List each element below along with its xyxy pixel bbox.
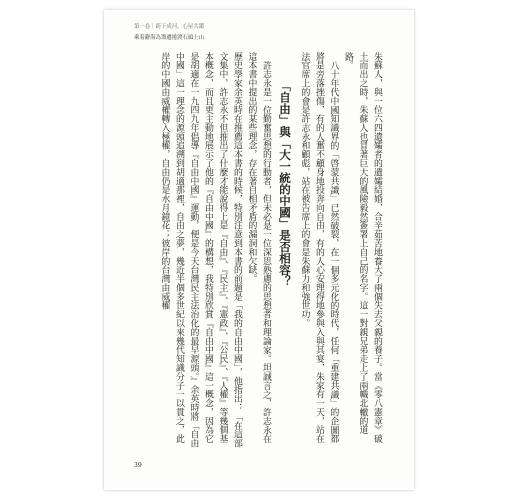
vertical-text-body <box>132 52 384 450</box>
paragraph: 歷史學家余英時在推薦這本書的時候，特別注意到本書的前題是「我的自由中國」，他指出：「在這部文集中，許志永不但推出了什麼才能說得上是『自由』、『民主』、『憲政』、『公民』、『人權』等幾個基本概念，而且更主動地展示了他的『自由中國』的構想，我特別欣賞『自由中國』這一概念，因為它是胡適在一九四九年倡導『自由中國』運動，便是今天台灣民主法治化的最早源頭。』余英時將「自由中國」這一理念的源頭追溯到胡適那裡，自由之夢，幾近半個多世紀以來幾代知識分子一以貫之，此岸的中國由威權轉入極權，自由仍是水月鏡花；彼岸的台灣由威權 <box>159 52 242 448</box>
paragraph: 八十年代中國知識界的「啓蒙共識」已然破裂，在一個多元化的時代，任何「重建共識」的企圖都將是旁落挫傷，有的人奮不顧身地投奔向自由，有的人心安理得地參與入與其宴，朱家有一天，站在法官席上的會是許志永和顧彪，站在被告席上的會是朱蘇力和強世功。 <box>299 52 339 444</box>
paragraph: 許志永是一位勤奮思想的行動者，但未必是一位深思熟慮的思想者和理論家。坦誠言之，許志永在這本書中提出的某些理念，存在著自相矛盾的漏洞和欠缺。 <box>246 52 271 444</box>
page-number: 39 <box>134 462 142 469</box>
section-heading: 「自由」與「大一統的中國」是否相容？ <box>278 80 292 287</box>
paragraph: 朱蘇人，與一位六四遺孀者的遺孀結婚，合辛茹苦地養大了兩個失去父親的養子。當《零八憲章》破土而出之時，朱蘇人也冒著巨大的風險毅然簽署上自己的名字。這一對親兄弟走上了兩幟北轍的道路。 <box>343 52 382 444</box>
book-page <box>104 10 414 490</box>
running-header-chapter: 第一卷｜跨下成河，心屋共鑑 <box>134 24 205 30</box>
running-header-title: 乘着辭海為籌遷捲渡石頭上山 <box>134 35 205 41</box>
